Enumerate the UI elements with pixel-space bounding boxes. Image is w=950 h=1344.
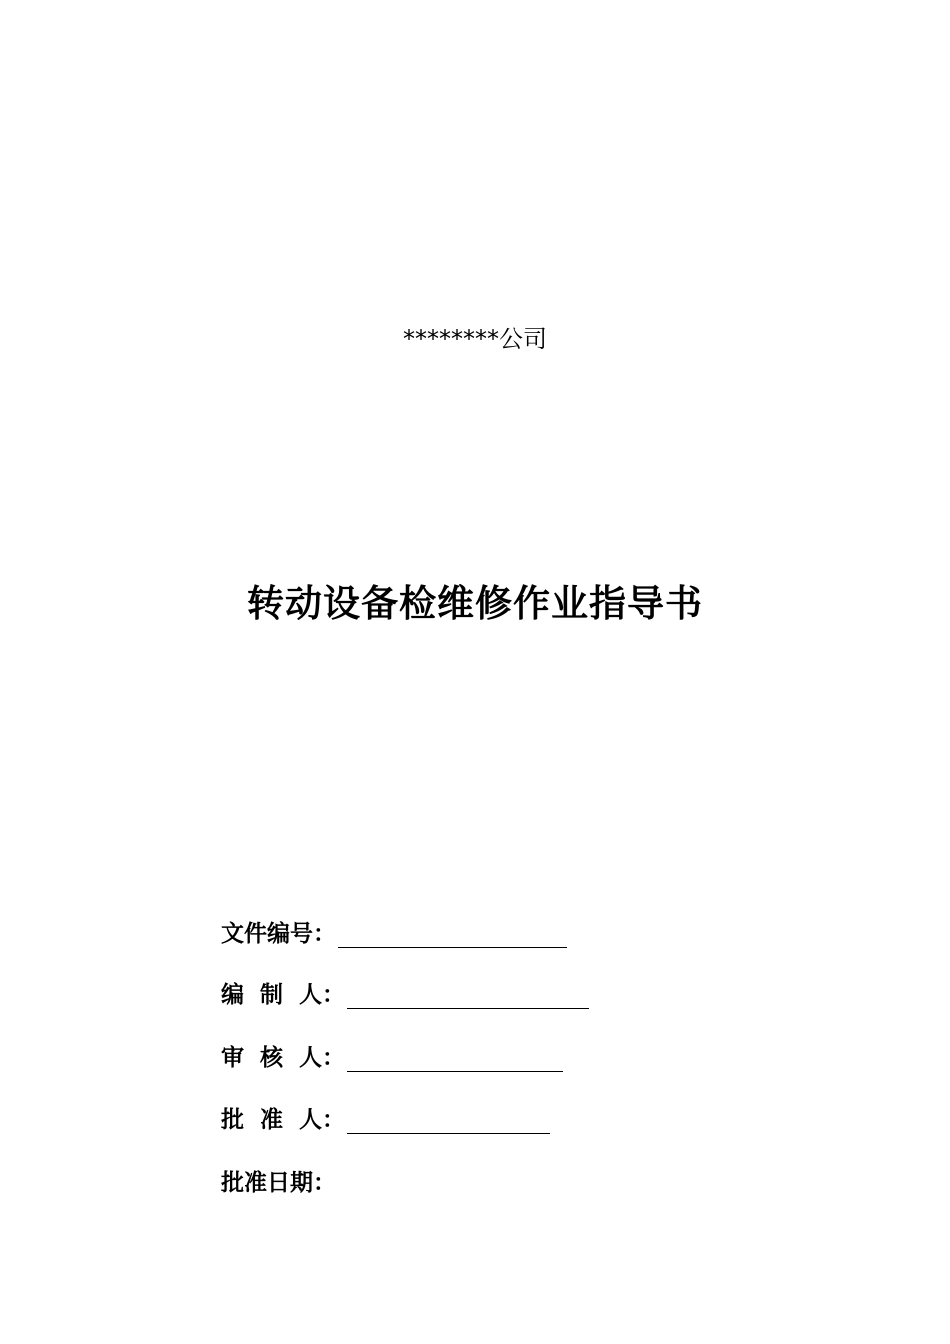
field-row-document-number (221, 910, 567, 950)
field-line-document-number (338, 917, 567, 948)
company-name: ********公司 (403, 325, 547, 353)
field-label-prepared-by: 编 制 人： (221, 982, 346, 1008)
field-label-reviewed-by: 审 核 人： (221, 1045, 346, 1071)
field-line-reviewed-by (347, 1041, 563, 1072)
field-label-document-number: 文件编号： (221, 921, 336, 947)
field-line-approved-by (347, 1103, 550, 1134)
field-row-approved-by (221, 1096, 550, 1136)
field-row-approval-date (221, 1159, 336, 1199)
field-row-reviewed-by (221, 1034, 563, 1074)
document-title: 转动设备检维修作业指导书 (247, 582, 703, 625)
field-label-approval-date: 批准日期： (221, 1170, 336, 1196)
field-line-prepared-by (347, 978, 589, 1009)
field-label-approved-by: 批 准 人： (221, 1107, 346, 1133)
field-row-prepared-by (221, 971, 589, 1011)
